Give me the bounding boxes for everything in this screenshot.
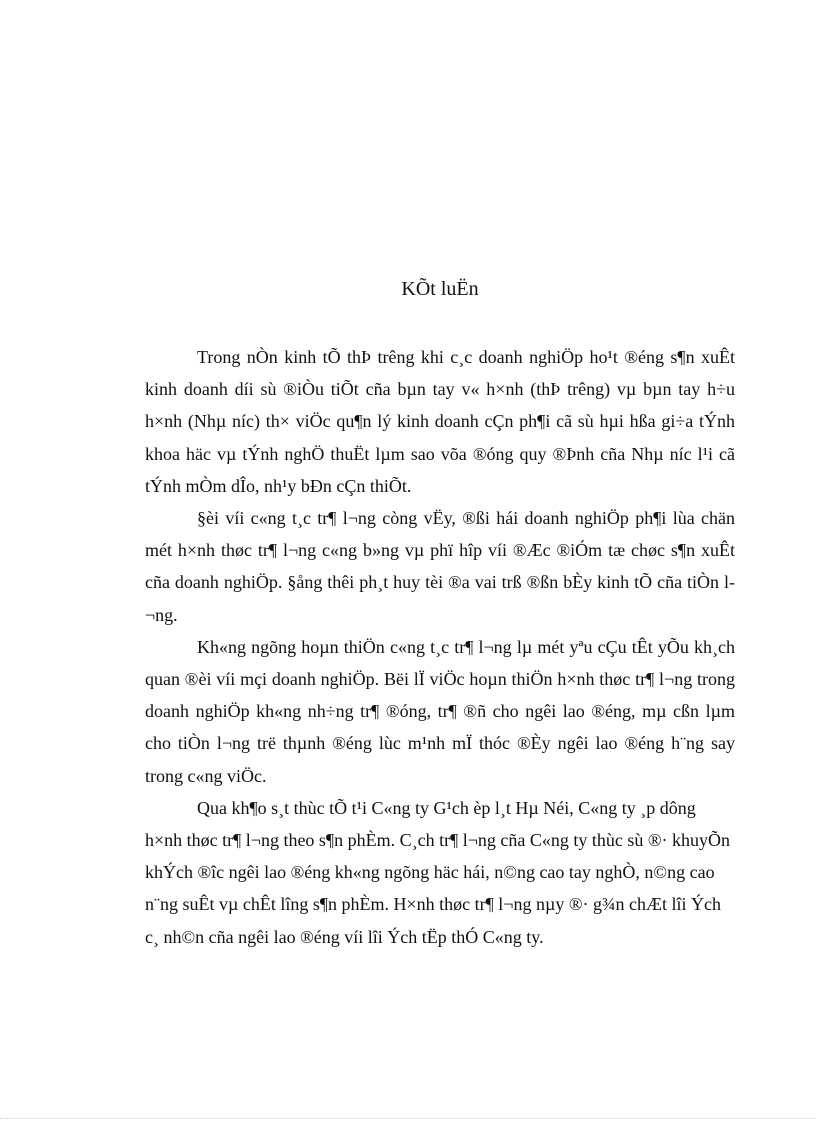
conclusion-heading: KÕt luËn xyxy=(401,278,479,300)
paragraph-4: Qua kh¶o s¸t thùc tÕ t¹i C«ng ty G¹ch èp l¸t Hµ Néi, C«ng ty ¸p dông h×nh thøc tr¶ l¬ng theo s¶n phÈm. C¸ch tr¶ l¬ng cña C«ng ty thùc sù ®· khuyÕn khÝch ®îc ngêi lao ®éng kh«ng ngõng häc hái, n©ng cao tay nghÒ, n©ng cao n¨ng suÊt vµ chÊt lîng s¶n phÈm. H×nh thøc tr¶ l¬ng nµy ®· g¾n chÆt lîi Ých c¸ nh©n cña ngêi lao ®éng víi lîi Ých tËp thÓ C«ng ty. xyxy=(145,797,731,947)
paragraph-2: §èi víi c«ng t¸c tr¶ l¬ng còng vËy, ®ßi hái doanh nghiÖp ph¶i lùa chän mét h×nh thøc tr¶ l¬ng c«ng b»ng vµ phï hîp víi ®Æc ®iÓm tæ chøc s¶n xuÊt cña doanh nghiÖp. §ång thêi ph¸t huy tèi ®a vai trß ®ßn bÈy kinh tÕ cña tiÒn l¬ng. xyxy=(145,508,735,625)
paragraph-3: Kh«ng ngõng hoµn thiÖn c«ng t¸c tr¶ l¬ng lµ mét yªu cÇu tÊt yÕu kh¸ch quan ®èi víi mçi doanh nghiÖp. Bëi lÏ viÖc hoµn thiÖn h×nh thøc tr¶ l¬ng trong doanh nghiÖp kh«ng nh÷ng tr¶ ®óng, tr¶ ®ñ cho ngêi lao ®éng, mµ cßn lµm cho tiÒn l¬ng trë thµnh ®éng lùc m¹nh mÏ thóc ®Èy ngêi lao ®éng h¨ng say trong c«ng viÖc. xyxy=(145,636,735,786)
paragraph-1: Trong nÒn kinh tÕ thÞ trêng khi c¸c doanh nghiÖp ho¹t ®éng s¶n xuÊt kinh doanh díi sù ®iÒu tiÕt cña bµn tay v« h×nh (thÞ trêng) vµ bµn tay h÷u h×nh (Nhµ níc) th× viÖc qu¶n lý kinh doanh cÇn ph¶i cã sù hµi hßa gi÷a tÝnh khoa häc vµ tÝnh nghÖ thuËt lµm sao võa ®óng quy ®Þnh cña Nhµ níc l¹i cã tÝnh mÒm dÎo, nh¹y bÐn cÇn thiÕt. xyxy=(145,347,735,496)
body-text xyxy=(145,341,735,953)
page-bottom-divider xyxy=(0,1118,816,1119)
